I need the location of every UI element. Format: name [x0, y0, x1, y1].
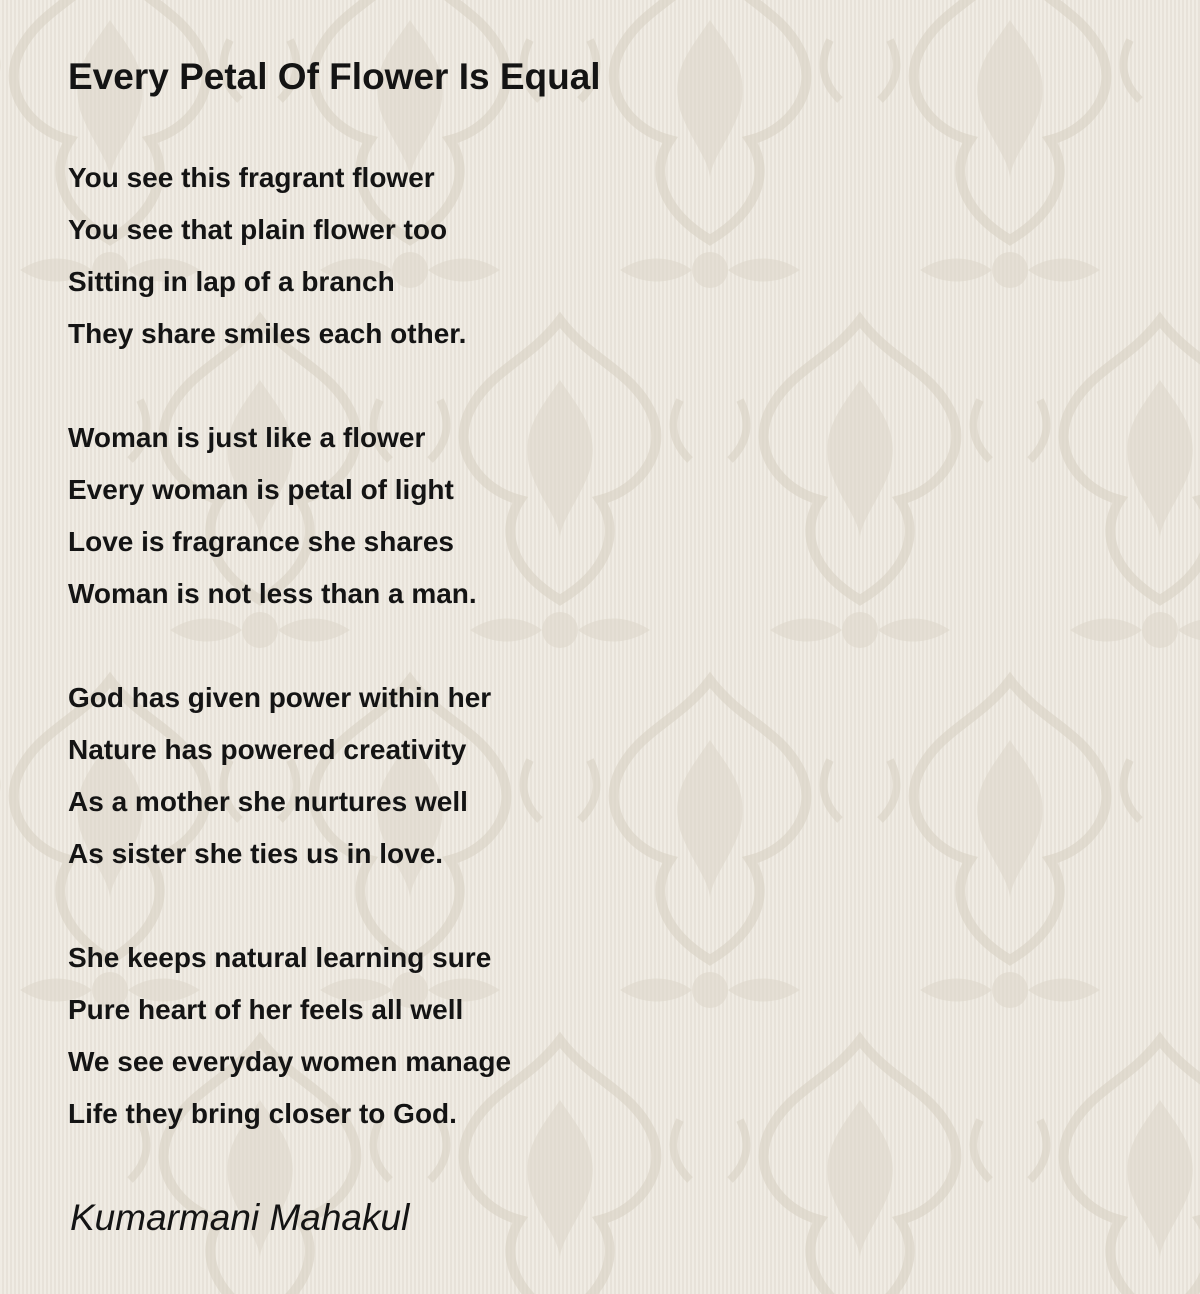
- poem-line: Sitting in lap of a branch: [68, 266, 395, 297]
- stanza-gap: [68, 880, 511, 932]
- poem-line: Life they bring closer to God.: [68, 1098, 457, 1129]
- poem-line: They share smiles each other.: [68, 318, 467, 349]
- poem-line: We see everyday women manage: [68, 1046, 512, 1077]
- poem-body: [68, 152, 511, 1140]
- stanza-2: [68, 412, 511, 620]
- poem-line: Woman is not less than a man.: [68, 578, 477, 609]
- poem-line: As sister she ties us in love.: [68, 838, 444, 869]
- poem-title: Every Petal Of Flower Is Equal: [68, 56, 601, 97]
- poem-line: Woman is just like a flower: [68, 422, 426, 453]
- poem-author: Kumarmani Mahakul: [70, 1197, 410, 1238]
- poem-line: Every woman is petal of light: [68, 474, 454, 505]
- poem-line: You see that plain flower too: [68, 214, 448, 245]
- stanza-1: [68, 152, 511, 360]
- poem-line: You see this fragrant flower: [68, 162, 435, 193]
- poem-line: She keeps natural learning sure: [68, 942, 492, 973]
- poem-line: Love is fragrance she shares: [68, 526, 454, 557]
- stanza-3: [68, 672, 511, 880]
- stanza-gap: [68, 620, 511, 672]
- poem-line: Nature has powered creativity: [68, 734, 467, 765]
- poem-line: As a mother she nurtures well: [68, 786, 468, 817]
- stanza-gap: [68, 360, 511, 412]
- poem-line: God has given power within her: [68, 682, 492, 713]
- poem-line: Pure heart of her feels all well: [68, 994, 464, 1025]
- stanza-4: [68, 932, 511, 1140]
